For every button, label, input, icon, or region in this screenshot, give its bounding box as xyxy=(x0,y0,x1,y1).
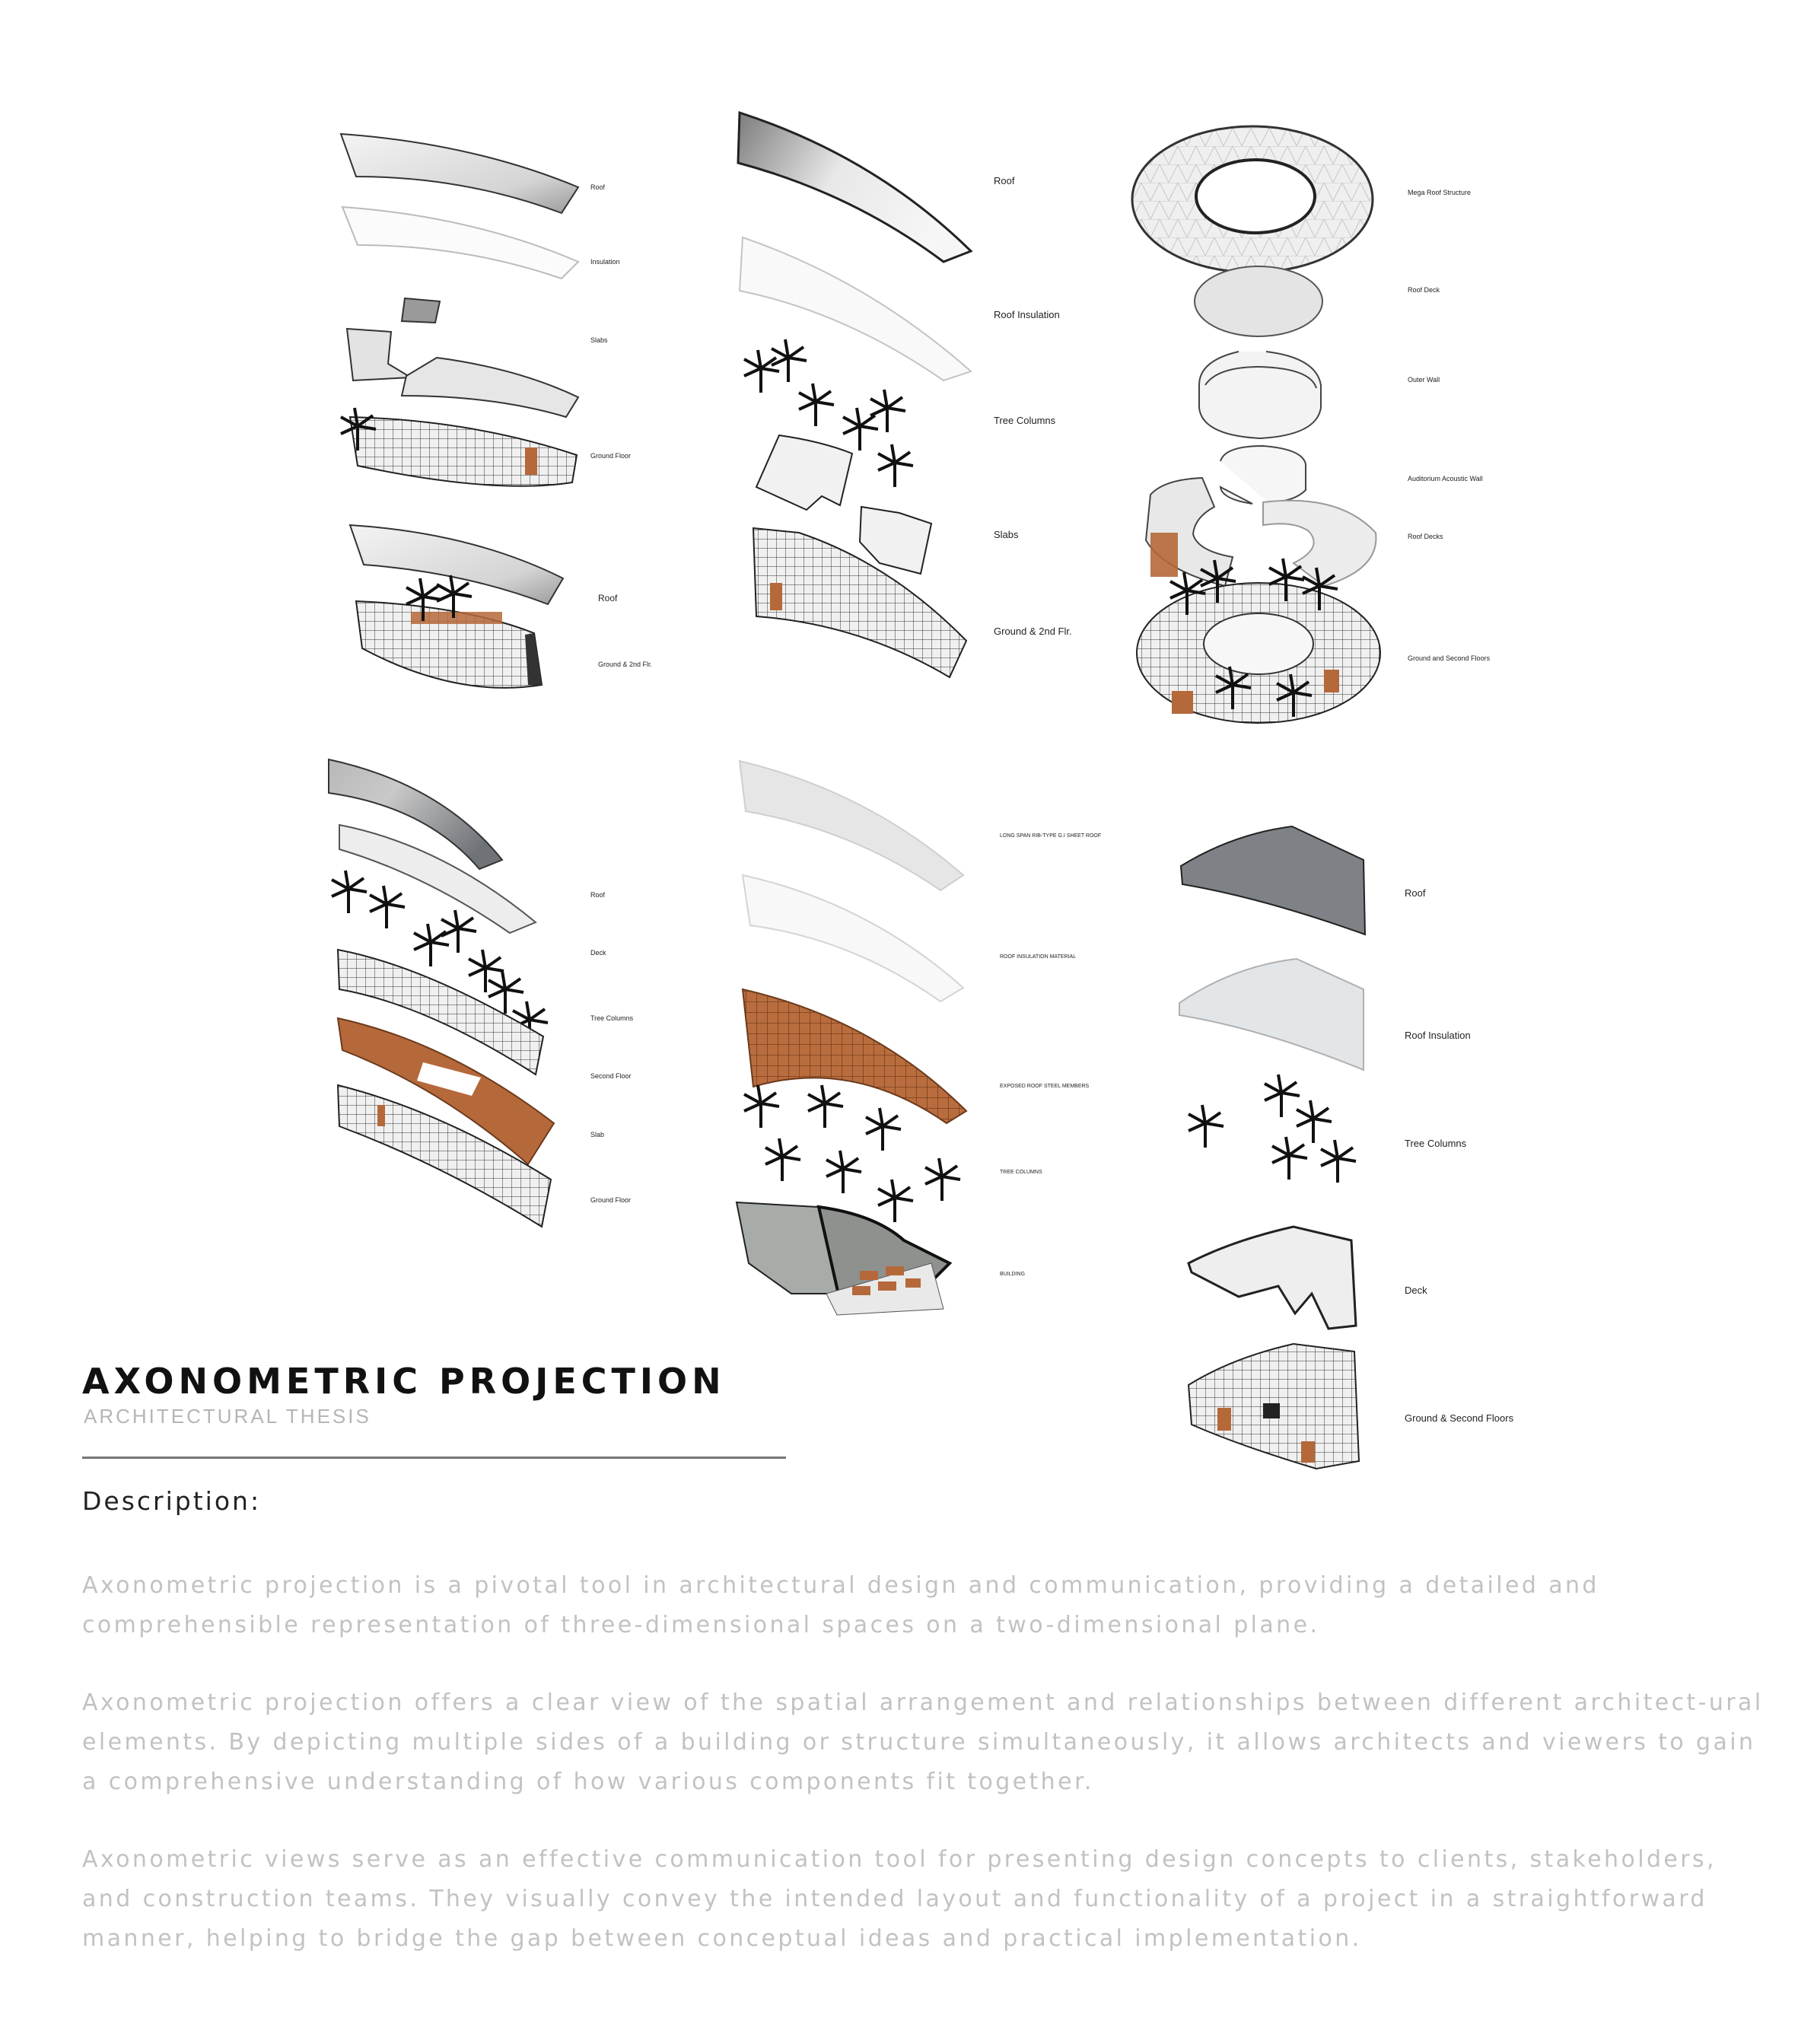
diagram-1 xyxy=(341,134,578,688)
diagram-6 xyxy=(1179,826,1365,1469)
label: Mega Roof Structure xyxy=(1408,189,1472,196)
label: Ground & 2nd Flr. xyxy=(994,626,1072,637)
label: Deck xyxy=(1405,1285,1427,1296)
label: Roof Insulation xyxy=(1405,1030,1471,1041)
label: Roof Deck xyxy=(1408,286,1440,294)
label: EXPOSED ROOF STEEL MEMBERS xyxy=(1000,1084,1090,1089)
label: TREE COLUMNS xyxy=(1000,1170,1042,1175)
label: Auditorium Acoustic Wall xyxy=(1408,475,1483,482)
divider xyxy=(82,1457,786,1459)
slab-piece xyxy=(756,435,852,510)
diagram-4 xyxy=(329,759,554,1227)
roof-insulation-layer xyxy=(1179,959,1364,1070)
label: Ground & Second Floors xyxy=(1405,1412,1514,1424)
label: Ground Floor xyxy=(590,452,632,460)
diagram-2-labels xyxy=(994,175,1072,637)
label: Roof xyxy=(598,593,618,603)
roof-layer xyxy=(1181,826,1365,934)
slab-layer xyxy=(402,358,578,417)
description-heading: Description: xyxy=(82,1486,262,1516)
label: Ground Floor xyxy=(590,1196,632,1204)
page-subtitle: ARCHITECTURAL THESIS xyxy=(84,1405,371,1428)
roof-deck xyxy=(1195,266,1322,336)
ground-floor-layer xyxy=(350,417,577,486)
label: Ground and Second Floors xyxy=(1408,654,1491,662)
label: Ground & 2nd Flr. xyxy=(598,661,653,668)
slab-piece xyxy=(347,329,411,380)
description-paragraph: Axonometric projection is a pivotal tool in architectural design and communication, providing a detailed and comprehensible representation of three-dimensional spaces on a two-dimensional plane. xyxy=(82,1572,1599,1638)
long-span-roof xyxy=(740,761,963,890)
label: Roof xyxy=(590,183,606,191)
label: BUILDING xyxy=(1000,1272,1026,1277)
label: Second Floor xyxy=(590,1072,632,1080)
slab-piece xyxy=(860,507,931,574)
diagram-5 xyxy=(737,761,966,1315)
diagram-3-labels xyxy=(1408,189,1491,662)
diagram-5-labels xyxy=(1000,833,1101,1277)
description-paragraph: Axonometric views serve as an effective communication tool for presenting design concepts to clients, stakeholders, and construction teams. They visually convey the intended layout and functionality of a project in a straightforward manner, helping to bridge the gap between conceptual ideas and practical implementation. xyxy=(82,1846,1717,1952)
diagram-6-labels xyxy=(1405,887,1514,1424)
label: ROOF INSULATION MATERIAL xyxy=(1000,954,1077,960)
diagram-1-labels xyxy=(590,183,652,668)
diagram-2 xyxy=(738,113,971,677)
roof-insulation-material xyxy=(743,875,963,1001)
outer-wall xyxy=(1199,352,1321,438)
label: Tree Columns xyxy=(590,1014,634,1022)
deck-layer xyxy=(339,825,536,933)
label: Insulation xyxy=(590,258,620,266)
insulation-layer xyxy=(342,207,578,279)
label: Roof Insulation xyxy=(994,309,1060,320)
roof-layer xyxy=(738,113,971,262)
page-title: AXONOMETRIC PROJECTION xyxy=(82,1361,726,1402)
label: LONG SPAN RIB-TYPE G.I SHEET ROOF xyxy=(1000,833,1102,839)
label: Roof Decks xyxy=(1408,533,1443,540)
description-paragraph: Axonometric projection offers a clear view of the spatial arrangement and relationships between different architect-ural elements. By depicting multiple sides of a building or structure simultaneously, it allows architects and viewers to gain a comprehensive understanding of how various components fit together. xyxy=(82,1689,1764,1795)
ground-2nd-floor-layer xyxy=(753,528,966,677)
label: Roof xyxy=(994,175,1015,186)
label: Roof xyxy=(590,891,606,899)
slab-piece xyxy=(402,298,440,323)
label: Slabs xyxy=(994,529,1019,540)
auditorium-acoustic-wall xyxy=(1220,446,1306,504)
diagram-3 xyxy=(1132,126,1380,723)
label: Tree Columns xyxy=(1405,1138,1467,1149)
label: Slab xyxy=(590,1131,605,1138)
exposed-roof-steel-members xyxy=(743,989,966,1123)
label: Outer Wall xyxy=(1408,376,1440,384)
label: Roof xyxy=(1405,887,1426,899)
label: Deck xyxy=(590,949,606,957)
deck-layer xyxy=(1189,1227,1356,1329)
label: Tree Columns xyxy=(994,415,1056,426)
diagram-4-labels xyxy=(590,891,634,1204)
label: Slabs xyxy=(590,336,608,344)
roof-layer xyxy=(341,134,578,213)
